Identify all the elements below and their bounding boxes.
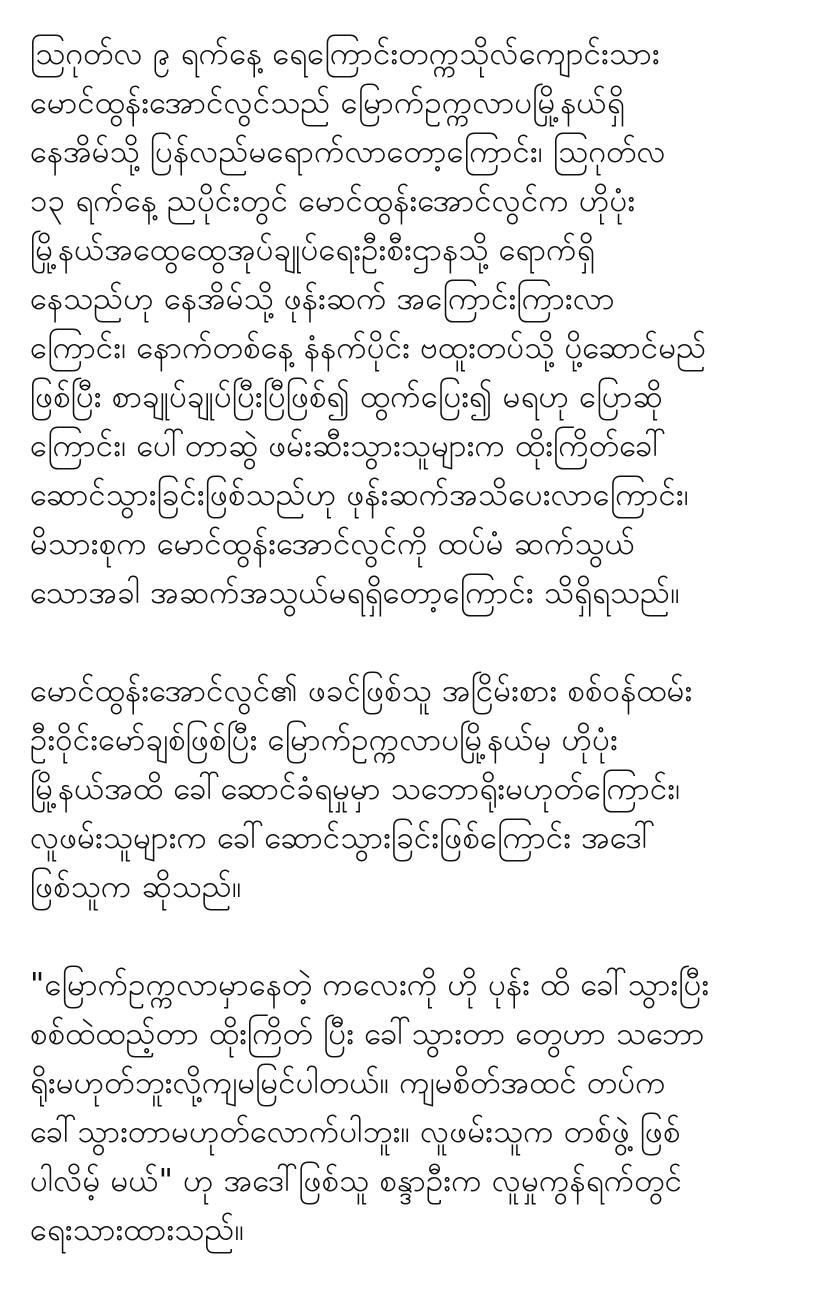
text-line: ကြောင်း၊ နောက်တစ်နေ့ နံနက်ပိုင်း ဗထူးတပ်သို့ ပို့ဆောင်မည် <box>30 330 707 366</box>
text-line: မောင်ထွန်းအောင်လွင်သည် မြောက်ဥက္ကလာပမြို့နယ်ရှိ <box>30 85 625 121</box>
text-line: ဆောင်သွားခြင်းဖြစ်သည်ဟု ဖုန်းဆက်အသိပေးလာကြောင်း၊ <box>30 477 689 513</box>
text-line: ဦးဝိုင်းမော်ချစ်ဖြစ်ပြီး မြောက်ဥက္ကလာပမြို့နယ်မှ ဟိုပုံး <box>30 722 618 758</box>
text-line: ခေါ်သွားတာမဟုတ်လောက်ပါဘူး။ လူဖမ်းသူက တစ်ဖွဲ့ ဖြစ် <box>30 1114 681 1150</box>
text-line: ဖြစ်သူက ဆိုသည်။ <box>30 869 242 905</box>
article-body <box>30 30 810 1304</box>
text-line: "မြောက်ဥက္ကလာမှာနေတဲ့ ကလေးကို ဟို ပုန်း ထိ ခေါ်သွားပြီး <box>30 967 710 1003</box>
text-line: နေသည်ဟု နေအိမ်သို့ ဖုန်းဆက် အကြောင်းကြားလာ <box>30 281 615 317</box>
text-line: မြို့နယ်အထိ ခေါ်ဆောင်ခံရမှုမှာ သဘောရိုးမဟုတ်ကြောင်း၊ <box>30 771 681 807</box>
text-line: ဩဂုတ်လ ၉ ရက်နေ့ ရေကြောင်းတက္ကသိုလ်ကျောင်းသား <box>30 36 660 72</box>
text-line: ကြောင်း၊ ပေါ်တာဆွဲ ဖမ်းဆီးသွားသူများက ထိုးကြိတ်ခေါ် <box>30 428 667 464</box>
text-line: စစ်ထဲထည့်တာ ထိုးကြိတ် ပြီး ခေါ်သွားတာ တွေဟာ သဘော <box>30 1016 705 1052</box>
paragraph-1 <box>30 30 810 618</box>
text-line: လူဖမ်းသူများက ခေါ်ဆောင်သွားခြင်းဖြစ်ကြောင်း အဒေါ် <box>30 820 656 856</box>
text-line: မောင်ထွန်းအောင်လွင်၏ ဖခင်ဖြစ်သူ အငြိမ်းစား စစ်ဝန်ထမ်း <box>30 673 693 709</box>
text-line: မိသားစုက မောင်ထွန်းအောင်လွင်ကို ထပ်မံ ဆက်သွယ် <box>30 526 635 562</box>
text-line: နေအိမ်သို့ ပြန်လည်မရောက်လာတော့ကြောင်း၊ ဩဂုတ်လ <box>30 134 666 170</box>
paragraph-3-quote <box>30 961 810 1255</box>
text-line: ပါလိမ့် မယ်" ဟု အဒေါ်ဖြစ်သူ စန္ဒာဦးက လူမှုကွန်ရက်တွင် <box>30 1163 683 1199</box>
paragraph-2 <box>30 667 810 912</box>
text-line: ရိုးမဟုတ်ဘူးလို့ကျမမြင်ပါတယ်။ ကျမစိတ်အထင် တပ်က <box>30 1065 666 1101</box>
text-line: ၁၃ ရက်နေ့ ညပိုင်းတွင် မောင်ထွန်းအောင်လွင်က ဟိုပုံး <box>30 183 636 219</box>
text-line: မြို့နယ်အထွေထွေအုပ်ချုပ်ရေးဦးစီးဌာနသို့ ရောက်ရှိ <box>30 232 595 268</box>
text-line: သောအခါ အဆက်အသွယ်မရရှိတော့ကြောင်း သိရှိရသည်။ <box>30 575 680 611</box>
text-line: ဖြစ်ပြီး စာချုပ်ချုပ်ပြီးပြီဖြစ်၍ ထွက်ပြေး၍ မရဟု ပြောဆို <box>30 379 663 415</box>
text-line: ရေးသားထားသည်။ <box>30 1212 245 1248</box>
